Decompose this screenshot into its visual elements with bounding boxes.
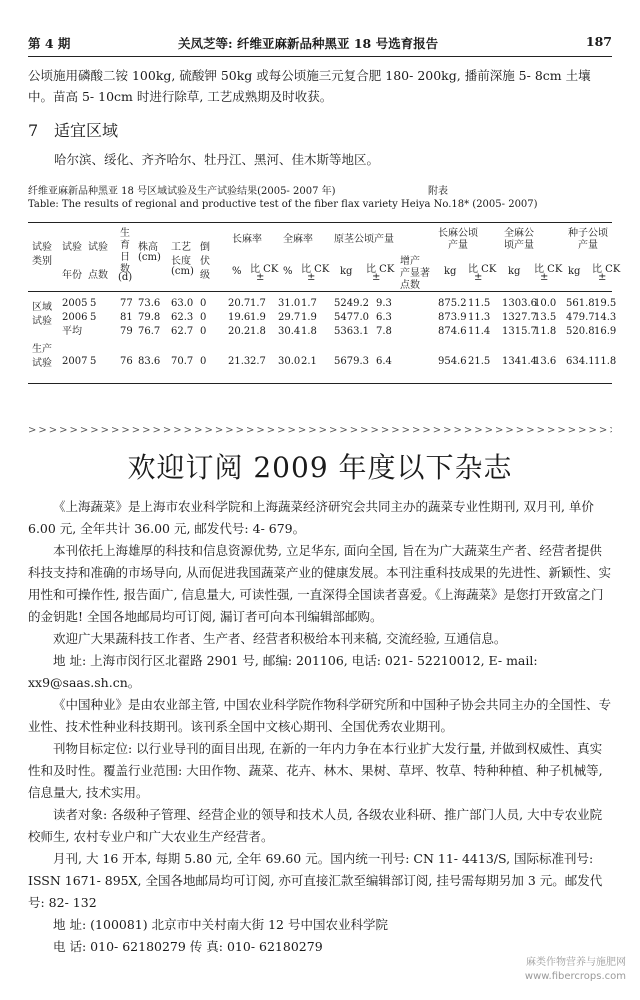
table-cell: 5679.3 <box>334 356 369 367</box>
head-all-pm: ± <box>307 272 316 283</box>
head-days-unit: (d) <box>118 272 133 283</box>
head-increase-2: 产显著 <box>400 268 430 279</box>
head-increase-3: 点数 <box>400 280 420 291</box>
table-cell: 79.8 <box>138 312 161 323</box>
running-header <box>28 34 612 52</box>
table-cell: 2006 <box>62 312 88 323</box>
head-raw-pm: ± <box>372 272 381 283</box>
ad-paragraph-1: 《上海蔬菜》是上海市农业科学院和上海蔬菜经济研究会共同主办的蔬菜专业性期刊, 双月刊, 单价 6.00 元, 全年共计 36.00 元, 邮发代号: 4- 679。 <box>28 499 594 536</box>
head-long-rate: 长麻率 <box>232 234 262 245</box>
ad-paragraph-2: 本刊依托上海雄厚的科技和信息资源优势, 立足华东, 面向全国, 旨在为广大蔬菜生产者、经营者提供科技支持和准确的市场导向, 从而促进我国蔬菜产业的健康发展。本刊注重科技成果的先进性、新颖性、实用性和可操作性, 报告面广, 信息量大, 可读性强, 一直深得全国读者喜爱。《上海蔬菜》是您打开致富之门的金钥匙! 全国各地邮局均可订阅, 漏订者可向本刊编辑部邮购。 <box>28 543 611 624</box>
head-ally-ck: 比 CK <box>534 264 563 275</box>
issue-number: 第 4 期 <box>28 36 71 51</box>
table-cell: 13.5 <box>534 312 557 323</box>
head-ally-pm: ± <box>540 272 549 283</box>
table-cell: 1.9 <box>250 312 266 323</box>
table-cell: 5 <box>90 298 97 309</box>
head-days-4: 数 <box>120 264 130 275</box>
table-cell: 634.1 <box>566 356 595 367</box>
head-height-unit: (cm) <box>138 252 161 263</box>
section-number: 7 <box>28 121 39 140</box>
table-caption-en: Table: The results of regional and productive test of the fiber flax variety Heiya No.18* (2005- 2007) <box>28 199 538 210</box>
intro-line-1: 公顷施用磷酸二铵 100kg, 硫酸钾 50kg 或每公顷施三元复合肥 180- 200kg, 播前深施 5- 8cm 土壤 <box>28 68 591 83</box>
head-seed-yield: 种子公顷 <box>568 228 608 239</box>
table-cell: 77 <box>120 298 133 309</box>
results-table <box>28 222 621 384</box>
table-cell: 81 <box>120 312 133 323</box>
row-average-label: 平均 <box>62 326 82 337</box>
table-cell: 1.9 <box>301 312 317 323</box>
head-lodge-2: 伏 <box>200 256 210 267</box>
head-tech-unit: (cm) <box>171 266 194 277</box>
table-cell: 1.7 <box>301 298 317 309</box>
head-points-2: 点数 <box>88 270 108 281</box>
head-seed-pm: ± <box>598 272 607 283</box>
table-cell: 2005 <box>62 298 88 309</box>
head-raw-yield: 原茎公顷产量 <box>334 234 394 245</box>
head-seed-kg: kg <box>568 266 581 277</box>
head-trial: 试验 <box>32 242 52 253</box>
table-cell: 6.4 <box>376 356 392 367</box>
table-cell: 10.0 <box>534 298 557 309</box>
table-cell: 1.8 <box>250 326 266 337</box>
ad-paragraph-3: 欢迎广大果蔬科技工作者、生产者、经营者积极给本刊来稿, 交流经验, 互通信息。 <box>53 631 507 646</box>
head-long-yield: 长麻公顷 <box>438 228 478 239</box>
table-bottom-rule <box>28 383 612 384</box>
table-cell: 20.2 <box>228 326 251 337</box>
table-cell: 62.7 <box>171 326 194 337</box>
table-cell: 11.8 <box>534 326 557 337</box>
table-cell: 16.9 <box>594 326 617 337</box>
attached-table-label: 附表 <box>428 186 448 197</box>
head-all-yield: 全麻公 <box>504 228 534 239</box>
head-longy-pm: ± <box>474 272 483 283</box>
table-cell: 1303.6 <box>502 298 537 309</box>
table-cell: 11.3 <box>468 312 491 323</box>
table-cell: 70.7 <box>171 356 194 367</box>
head-increase: 增产 <box>400 256 420 267</box>
table-cell: 1327.7 <box>502 312 537 323</box>
watermark-cn: 麻类作物营养与施肥网 <box>526 957 626 968</box>
table-cell: 7.8 <box>376 326 392 337</box>
section-title: 适宜区域 <box>54 121 119 140</box>
head-year: 试验 <box>62 242 82 253</box>
table-cell: 83.6 <box>138 356 161 367</box>
head-seed-ck: 比 CK <box>592 264 621 275</box>
table-cell: 30.0 <box>278 356 301 367</box>
table-cell: 29.7 <box>278 312 301 323</box>
table-cell: 63.0 <box>171 298 194 309</box>
table-cell: 1.8 <box>301 326 317 337</box>
ad-telephone: 电 话: 010- 62180279 传 真: 010- 62180279 <box>53 939 323 954</box>
table-cell: 21.5 <box>468 356 491 367</box>
table-cell: 2.7 <box>250 356 266 367</box>
table-cell: 2.1 <box>301 356 317 367</box>
table-cell: 13.6 <box>534 356 557 367</box>
head-lodge: 倒 <box>200 242 210 253</box>
caption-cn-text: 纤维亚麻新品种黑亚 18 号区域试验及生产试验结果(2005- 2007 年) <box>28 186 336 197</box>
table-cell: 30.4 <box>278 326 301 337</box>
table-cell: 1315.7 <box>502 326 537 337</box>
page-number: 187 <box>585 34 612 49</box>
table-cell: 5363.1 <box>334 326 369 337</box>
table-cell: 20.7 <box>228 298 251 309</box>
group-regional-2: 试验 <box>32 316 52 327</box>
table-cell: 875.2 <box>438 298 467 309</box>
table-cell: 520.8 <box>566 326 595 337</box>
ad-paragraph-4: 地 址: 上海市闵行区北翟路 2901 号, 邮编: 201106, 电话: 021- 52210012, E- mail: xx9@saas.sh.cn。 <box>28 653 538 690</box>
table-cell: 19.6 <box>228 312 251 323</box>
table-cell: 479.7 <box>566 312 595 323</box>
head-all-rate: 全麻率 <box>283 234 313 245</box>
table-cell: 5477.0 <box>334 312 369 323</box>
section-heading <box>28 118 118 141</box>
head-lodge-3: 级 <box>200 270 210 281</box>
head-all-pct: % <box>283 266 293 277</box>
table-cell: 1341.4 <box>502 356 537 367</box>
table-cell: 76.7 <box>138 326 161 337</box>
header-rule <box>28 56 612 57</box>
head-tech-2: 长度 <box>171 256 191 267</box>
table-cell: 954.6 <box>438 356 467 367</box>
table-cell: 31.0 <box>278 298 301 309</box>
group-regional-1: 区域 <box>32 302 52 313</box>
group-production-1: 生产 <box>32 344 52 355</box>
table-cell: 2007 <box>62 356 88 367</box>
table-cell: 21.3 <box>228 356 251 367</box>
table-cell: 561.8 <box>566 298 595 309</box>
head-raw-kg: kg <box>340 266 353 277</box>
head-days-3: 日 <box>120 252 130 263</box>
table-cell: 874.6 <box>438 326 467 337</box>
table-cell: 0 <box>200 356 207 367</box>
head-all-ck: 比 CK <box>301 264 330 275</box>
watermark <box>525 956 626 984</box>
ad-paragraph-5: 《中国种业》是由农业部主管, 中国农业科学院作物科学研究所和中国种子协会共同主办的全国性、专业性、技术性种业科技期刊。该刊系全国中文核心期刊、全国优秀农业期刊。 <box>28 697 611 734</box>
region-text: 哈尔滨、绥化、齐齐哈尔、牡丹江、黑河、佳木斯等地区。 <box>54 152 380 167</box>
table-cell: 873.9 <box>438 312 467 323</box>
head-height: 株高 <box>138 242 158 253</box>
head-longy-ck: 比 CK <box>468 264 497 275</box>
head-long-pct: % <box>232 266 242 277</box>
table-cell: 5 <box>90 312 97 323</box>
head-days-2: 育 <box>120 240 130 251</box>
group-production-2: 试验 <box>32 358 52 369</box>
running-title: 关凤芝等: 纤维亚麻新品种黑亚 18 号选育报告 <box>178 36 439 51</box>
intro-line-2: 中。苗高 5- 10cm 时进行除草, 工艺成熟期及时收获。 <box>28 89 333 104</box>
section-divider <box>28 425 612 436</box>
head-tech: 工艺 <box>171 242 191 253</box>
table-caption-cn <box>28 182 448 197</box>
table-cell: 76 <box>120 356 133 367</box>
table-cell: 0 <box>200 326 207 337</box>
head-long-kg: kg <box>444 266 457 277</box>
ad-address: 地 址: (100081) 北京市中关村南大街 12 号中国农业科学院 <box>53 917 388 932</box>
table-cell: 19.5 <box>594 298 617 309</box>
head-ally-kg: kg <box>508 266 521 277</box>
head-year-2: 年份 <box>62 270 82 281</box>
head-trial-2: 类别 <box>32 256 52 267</box>
head-long-ck: 比 CK <box>250 264 279 275</box>
head-raw-ck: 比 CK <box>366 264 395 275</box>
table-cell: 11.4 <box>468 326 491 337</box>
table-cell: 9.3 <box>376 298 392 309</box>
head-points: 试验 <box>88 242 108 253</box>
table-cell: 0 <box>200 298 207 309</box>
table-cell: 5 <box>90 356 97 367</box>
head-days: 生 <box>120 228 130 239</box>
head-seed-yield-2: 产量 <box>578 240 598 251</box>
head-all-yield-2: 顷产量 <box>504 240 534 251</box>
table-cell: 5249.2 <box>334 298 369 309</box>
head-long-yield-2: 产量 <box>448 240 468 251</box>
table-cell: 11.8 <box>594 356 617 367</box>
ad-paragraph-7: 读者对象: 各级种子管理、经营企业的领导和技术人员, 各级农业科研、推广部门人员, 大中专农业院校师生, 农村专业户和广大农业生产经营者。 <box>28 807 603 844</box>
table-top-rule <box>28 222 612 223</box>
watermark-url: www.fibercrops.com <box>524 971 626 982</box>
table-cell: 79 <box>120 326 133 337</box>
head-long-pm: ± <box>256 272 265 283</box>
table-header-rule <box>28 291 612 292</box>
table-cell: 11.5 <box>468 298 491 309</box>
table-cell: 6.3 <box>376 312 392 323</box>
ad-paragraph-8: 月刊, 大 16 开本, 每期 5.80 元, 全年 69.60 元。国内统一刊号: CN 11- 4413/S, 国际标准刊号: ISSN 1671- 895X, 全国各地邮局均可订阅, 亦可直接汇款至编辑部订阅, 挂号需每期另加 3 元。邮发代号: 82- 132 <box>28 851 603 910</box>
table-cell: 62.3 <box>171 312 194 323</box>
table-cell: 14.3 <box>594 312 617 323</box>
table-cell: 73.6 <box>138 298 161 309</box>
table-cell: 0 <box>200 312 207 323</box>
ad-paragraph-6: 刊物目标定位: 以行业导刊的面目出现, 在新的一年内力争在本行业扩大发行量, 并做到权威性、真实性和及时性。覆盖行业范围: 大田作物、蔬菜、花卉、林木、果树、草坪、牧草、特种种植、种子机械等, 信息量大, 技术实用。 <box>28 741 603 800</box>
ad-title: 欢迎订阅 2009 年度以下杂志 <box>127 451 513 484</box>
table-cell: 1.7 <box>250 298 266 309</box>
